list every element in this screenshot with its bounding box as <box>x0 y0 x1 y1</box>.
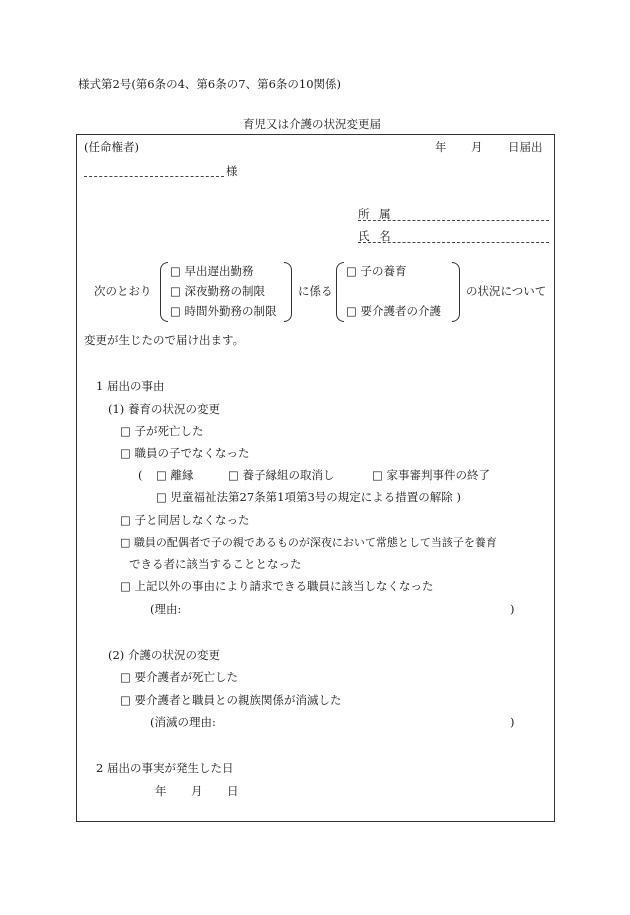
option-divorce[interactable]: □ 離縁 <box>156 468 194 482</box>
section1-sub1-heading: (1) 養育の状況の変更 <box>108 402 220 416</box>
statement-prefix: 次のとおり <box>94 284 152 298</box>
spouse-care-continuation: できる者に該当することとなった <box>129 557 302 571</box>
option-welfare-measure[interactable]: □ 児童福祉法第27条第1項第3号の規定による措置の解除 ) <box>156 490 461 504</box>
statement-connector: に係る <box>298 284 333 298</box>
left-paren-open <box>160 262 168 322</box>
option-overtime-limit[interactable]: □ 時間外勤務の制限 <box>170 304 277 318</box>
left-paren-close <box>284 262 292 322</box>
occurrence-year-label: 年 <box>155 784 167 798</box>
option-family-court[interactable]: □ 家事審判事件の終了 <box>372 468 491 482</box>
date-day-submitted-label: 日届出 <box>508 140 543 154</box>
option-night-work-limit[interactable]: □ 深夜勤務の制限 <box>170 284 266 298</box>
option-nursing-care[interactable]: □ 要介護者の介護 <box>346 304 442 318</box>
reason-label: (理由: <box>150 602 182 616</box>
option-spouse-care[interactable]: □ 職員の配偶者で子の親であるものが深夜において常態として当該子を養育 <box>120 536 497 549</box>
option-kinship-ended[interactable]: □ 要介護者と職員との親族関係が消滅した <box>120 693 342 707</box>
section1-heading: 1 届出の事由 <box>96 379 165 393</box>
addressee-name-field[interactable] <box>84 176 224 177</box>
extinction-reason-label: (消滅の理由: <box>150 715 216 729</box>
option-early-late-work[interactable]: □ 早出遅出勤務 <box>170 264 254 278</box>
section1-sub2-heading: (2) 介護の状況の変更 <box>108 648 220 662</box>
extinction-reason-close-paren: ) <box>510 715 515 729</box>
name-label: 氏 名 <box>358 229 394 243</box>
honorific-sama: 様 <box>226 164 238 178</box>
occurrence-day-label: 日 <box>227 784 239 798</box>
appointing-authority-label: (任命権者) <box>84 140 139 154</box>
right-paren-close <box>452 262 460 322</box>
reason-close-paren: ) <box>510 602 515 616</box>
option-other-reason[interactable]: □ 上記以外の事由により請求できる職員に該当しなくなった <box>120 579 434 593</box>
statement-closing: 変更が生じたので届け出ます。 <box>84 333 245 347</box>
name-field[interactable] <box>358 242 549 243</box>
form-title: 育児又は介護の状況変更届 <box>243 117 381 131</box>
option-not-cohabiting[interactable]: □ 子と同居しなくなった <box>120 513 250 527</box>
option-adoption-cancel[interactable]: □ 養子縁組の取消し <box>228 468 335 482</box>
date-year-label: 年 <box>435 140 447 154</box>
statement-suffix: の状況について <box>466 284 547 298</box>
date-month-label: 月 <box>471 140 483 154</box>
option-child-died[interactable]: □ 子が死亡した <box>120 424 204 438</box>
option-no-longer-child[interactable]: □ 職員の子でなくなった <box>120 446 250 460</box>
affiliation-label: 所 属 <box>358 207 394 221</box>
affiliation-field[interactable] <box>358 220 549 221</box>
option-care-person-died[interactable]: □ 要介護者が死亡した <box>120 670 239 684</box>
occurrence-month-label: 月 <box>191 784 203 798</box>
form-number: 様式第2号(第6条の4、第6条の7、第6条の10関係) <box>78 77 342 91</box>
section2-heading: 2 届出の事実が発生した日 <box>96 761 234 775</box>
reasons-open-paren: ( <box>138 468 143 482</box>
option-child-care[interactable]: □ 子の養育 <box>346 264 407 278</box>
right-paren-open <box>336 262 344 322</box>
